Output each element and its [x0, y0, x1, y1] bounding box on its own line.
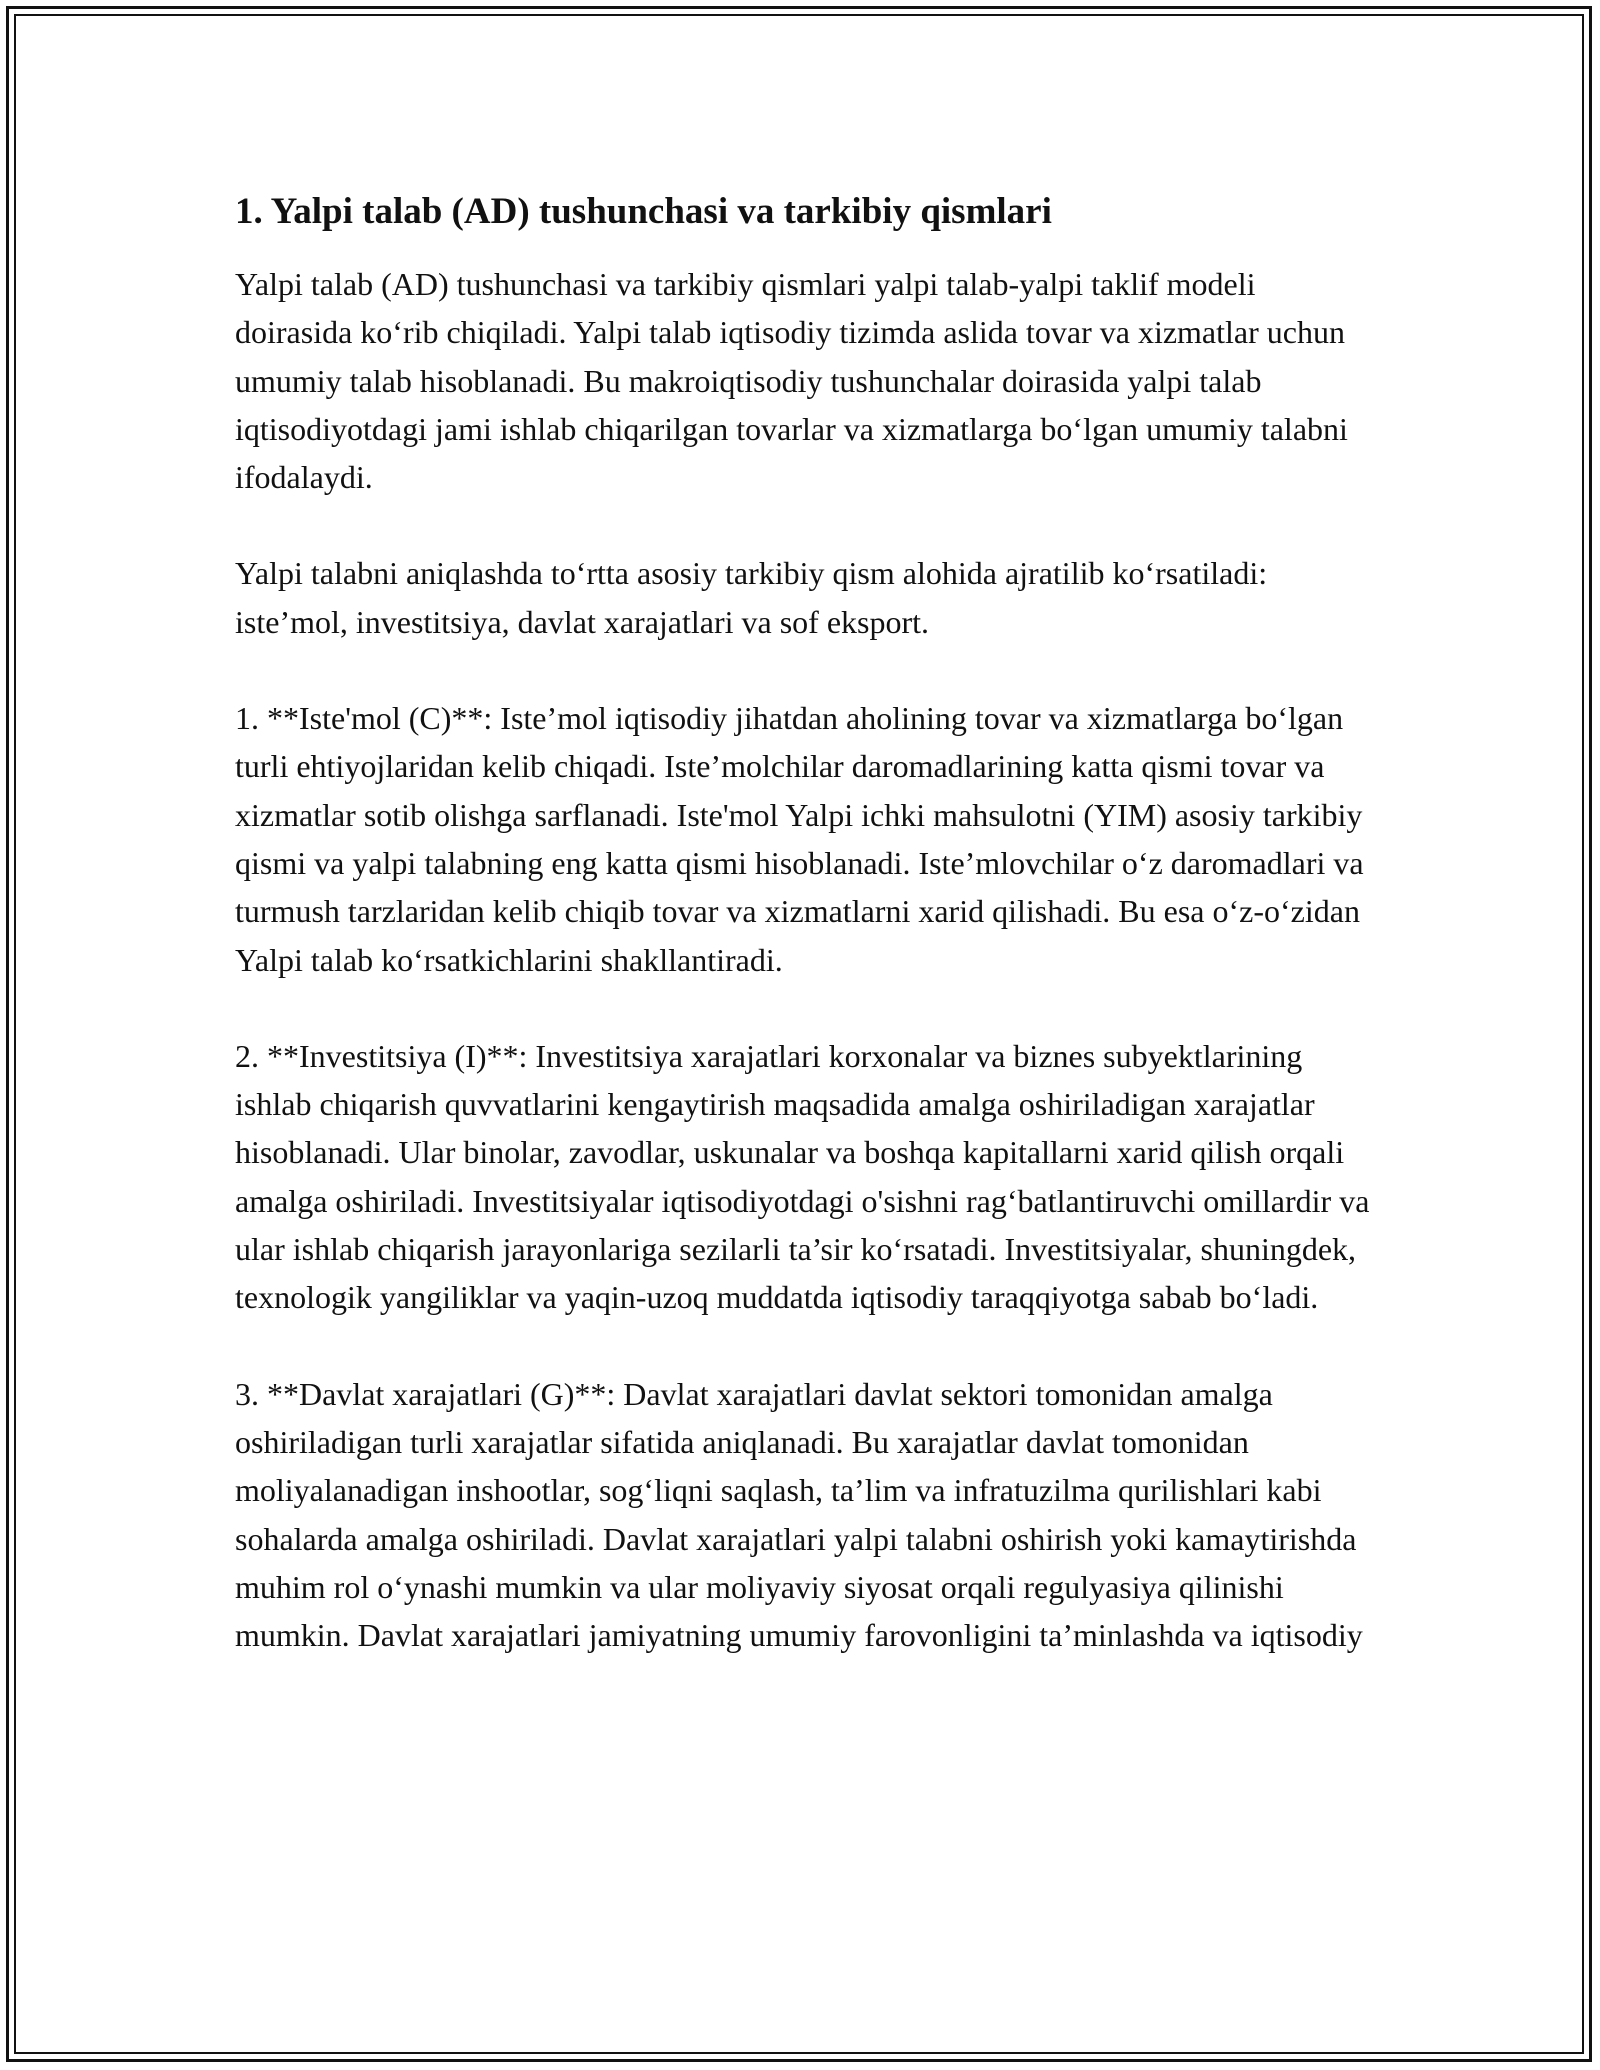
paragraph-intro: Yalpi talab (AD) tushunchasi va tarkibiy qismlari yalpi talab-yalpi taklif modeli doirasida ko‘rib chiqiladi. Yalpi talab iqtisodiy tizimda aslida tovar va xizmatlar uchun umumiy talab hisoblanadi. Bu makroiqtisodiy tushunchalar doirasida yalpi talab iqtisodiyotdagi jami ishlab chiqarilgan tovarlar va xizmatlarga bo‘lgan umumiy talabni ifodalaydi.: [235, 266, 1348, 496]
paragraph-components-overview: Yalpi talabni aniqlashda to‘rtta asosiy tarkibiy qism alohida ajratilib ko‘rsatiladi: iste’mol, investitsiya, davlat xarajatlari va sof eksport.: [235, 555, 1268, 640]
document-title: 1. Yalpi talab (AD) tushunchasi va tarkibiy qismlari: [235, 191, 1052, 232]
paragraph-government-spending: 3. **Davlat xarajatlari (G)**: Davlat xarajatlari davlat sektori tomonidan amalga oshiriladigan turli xarajatlar sifatida aniqlanadi. Bu xarajatlar davlat tomonidan moliyalanadigan inshootlar, sog‘liqni saqlash, ta’lim va infratuzilma qurilishlari kabi sohalarda amalga oshiriladi. Davlat xarajatlari yalpi talabni oshirish yoki kamaytirishda muhim rol o‘ynashi mumkin va ular moliyaviy siyosat orqali regulyasiya qilinishi mumkin. Davlat xarajatlari jamiyatning umumiy farovonligini ta’minlashda va iqtisodiy: [235, 1375, 1363, 1654]
document-body: [235, 186, 1380, 1707]
paragraph-investment: 2. **Investitsiya (I)**: Investitsiya xarajatlari korxonalar va biznes subyektlarining ishlab chiqarish quvvatlarini kengaytirish maqsadida amalga oshiriladigan xarajatlar hisoblanadi. Ular binolar, zavodlar, uskunalar va boshqa kapitallarni xarid qilish orqali amalga oshiriladi. Investitsiyalar iqtisodiyotdagi o'sishni rag‘batlantiruvchi omillardir va ular ishlab chiqarish jarayonlariga sezilarli ta’sir ko‘rsatadi. Investitsiyalar, shuningdek, texnologik yangiliklar va yaqin-uzoq muddatda iqtisodiy taraqqiyotga sabab bo‘ladi.: [235, 1037, 1370, 1316]
paragraph-consumption: 1. **Iste'mol (C)**: Iste’mol iqtisodiy jihatdan aholining tovar va xizmatlarga bo‘lgan turli ehtiyojlaridan kelib chiqadi. Iste’molchilar daromadlarining katta qismi tovar va xizmatlar sotib olishga sarflanadi. Iste'mol Yalpi ichki mahsulotni (YIM) asosiy tarkibiy qismi va yalpi talabning eng katta qismi hisoblanadi. Iste’mlovchilar o‘z daromadlari va turmush tarzlaridan kelib chiqib tovar va xizmatlarni xarid qilishadi. Bu esa o‘z-o‘zidan Yalpi talab ko‘rsatkichlarini shakllantiradi.: [235, 700, 1364, 978]
